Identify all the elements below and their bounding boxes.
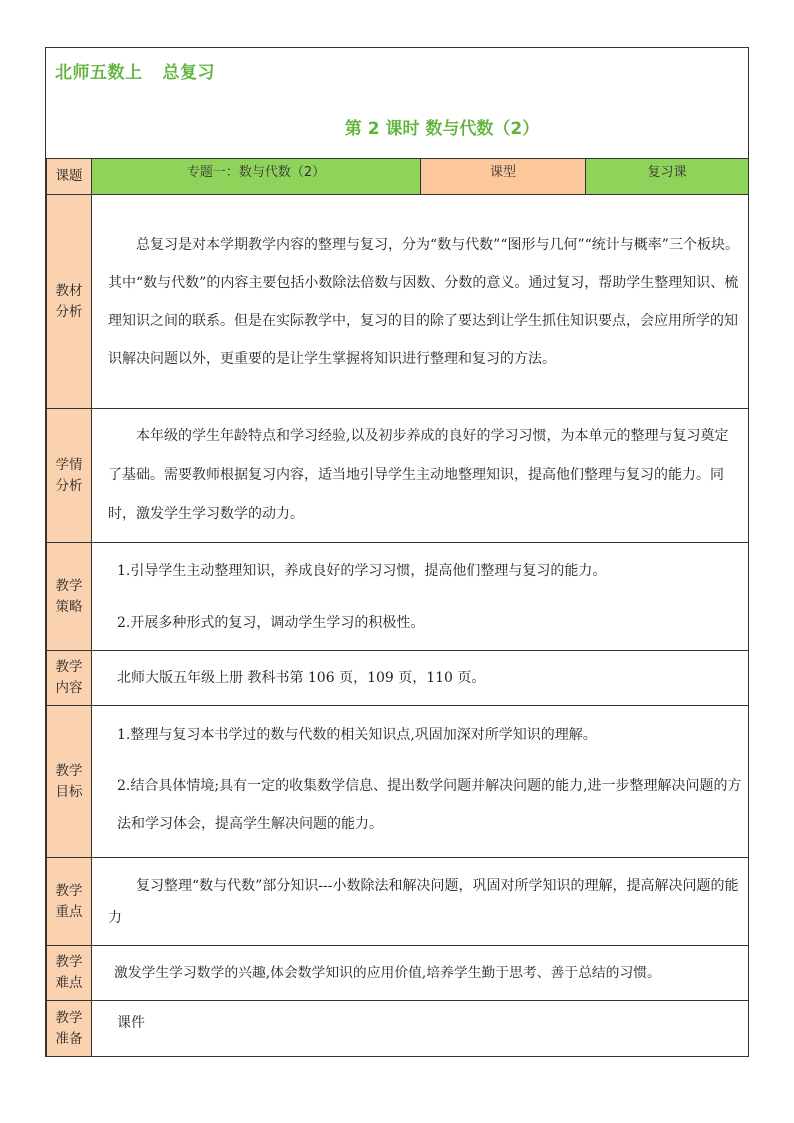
- difficulties-text: 激发学生学习数学的兴趣,体会数学知识的应用价值,培养学生勤于思考、善于总结的习惯。: [114, 965, 661, 981]
- topic-label: 课题: [47, 159, 92, 195]
- strategy-row: [47, 543, 749, 651]
- preparation-label: 教学 准备: [47, 1001, 92, 1057]
- strategy-label: 教学 策略: [47, 543, 92, 651]
- key-points-label: 教学 重点: [47, 858, 92, 946]
- goals-content: [92, 706, 749, 858]
- students-label: 学情 分析: [47, 409, 92, 543]
- content-row: [47, 651, 749, 706]
- key-points-text: 复习整理“数与代数”部分知识---小数除法和解决问题，巩固对所学知识的理解，提高解决问题的能力: [108, 877, 739, 926]
- content-text: 北师大版五年级上册 教科书第 106 页，109 页，110 页。: [117, 670, 486, 686]
- difficulties-label: 教学 难点: [47, 946, 92, 1001]
- type-value: 复习课: [586, 159, 749, 195]
- material-content: [92, 195, 749, 409]
- preparation-content: [92, 1001, 749, 1057]
- preparation-text: 课件: [117, 1015, 145, 1031]
- lesson-title: 第 2 课时 数与代数（2）: [344, 119, 540, 139]
- topic-value: 专题一：数与代数（2）: [92, 159, 421, 195]
- students-text: 本年级的学生年龄特点和学习经验,以及初步养成的良好的学习习惯，为本单元的整理与复习奠定了基础。需要教师根据复习内容，适当地引导学生主动地整理知识，提高他们整理与复习的能力。同时，激发学生学习数学的动力。: [108, 428, 729, 522]
- unit-label: 总复习: [162, 63, 215, 83]
- key-points-row: [47, 858, 749, 946]
- key-points-content: [92, 858, 749, 946]
- goal-item: 1.整理与复习本书学过的数与代数的相关知识点,巩固加深对所学知识的理解。: [117, 726, 597, 743]
- lesson-plan-table: [46, 158, 749, 1057]
- goals-row: [47, 706, 749, 858]
- type-label: 课型: [421, 159, 586, 195]
- difficulties-content: [92, 946, 749, 1001]
- goal-item: 2.结合具体情境;具有一定的收集数学信息、提出数学问题并解决问题的能力,进一步整理解决问题的方法和学习体会，提高学生解决问题的能力。: [117, 777, 742, 832]
- preparation-row: [47, 1001, 749, 1057]
- strategy-item: 2.开展多种形式的复习，调动学生学习的积极性。: [117, 614, 425, 631]
- goals-label: 教学 目标: [47, 706, 92, 858]
- content-content: [92, 651, 749, 706]
- strategy-item: 1.引导学生主动整理知识，养成良好的学习习惯，提高他们整理与复习的能力。: [117, 562, 607, 579]
- material-row: [47, 195, 749, 409]
- students-content: [92, 409, 749, 543]
- strategy-content: [92, 543, 749, 651]
- material-label: 教材 分析: [47, 195, 92, 409]
- document-header: [46, 48, 748, 158]
- students-row: [47, 409, 749, 543]
- grade-label: 北师五数上: [55, 63, 143, 83]
- lesson-plan-sheet: [45, 47, 749, 1057]
- document-title: [55, 58, 235, 83]
- difficulties-row: [47, 946, 749, 1001]
- content-label: 教学 内容: [47, 651, 92, 706]
- info-row: [47, 159, 749, 195]
- material-text: 总复习是对本学期教学内容的整理与复习，分为“数与代数”“图形与几何”“统计与概率”三个板块。其中“数与代数”的内容主要包括小数除法倍数与因数、分数的意义。通过复习，帮助学生整理知识、梳理知识之间的联系。但是在实际教学中，复习的目的除了要达到让学生抓住知识要点，会应用所学的知识解决问题以外，更重要的是让学生掌握将知识进行整理和复习的方法。: [108, 236, 739, 367]
